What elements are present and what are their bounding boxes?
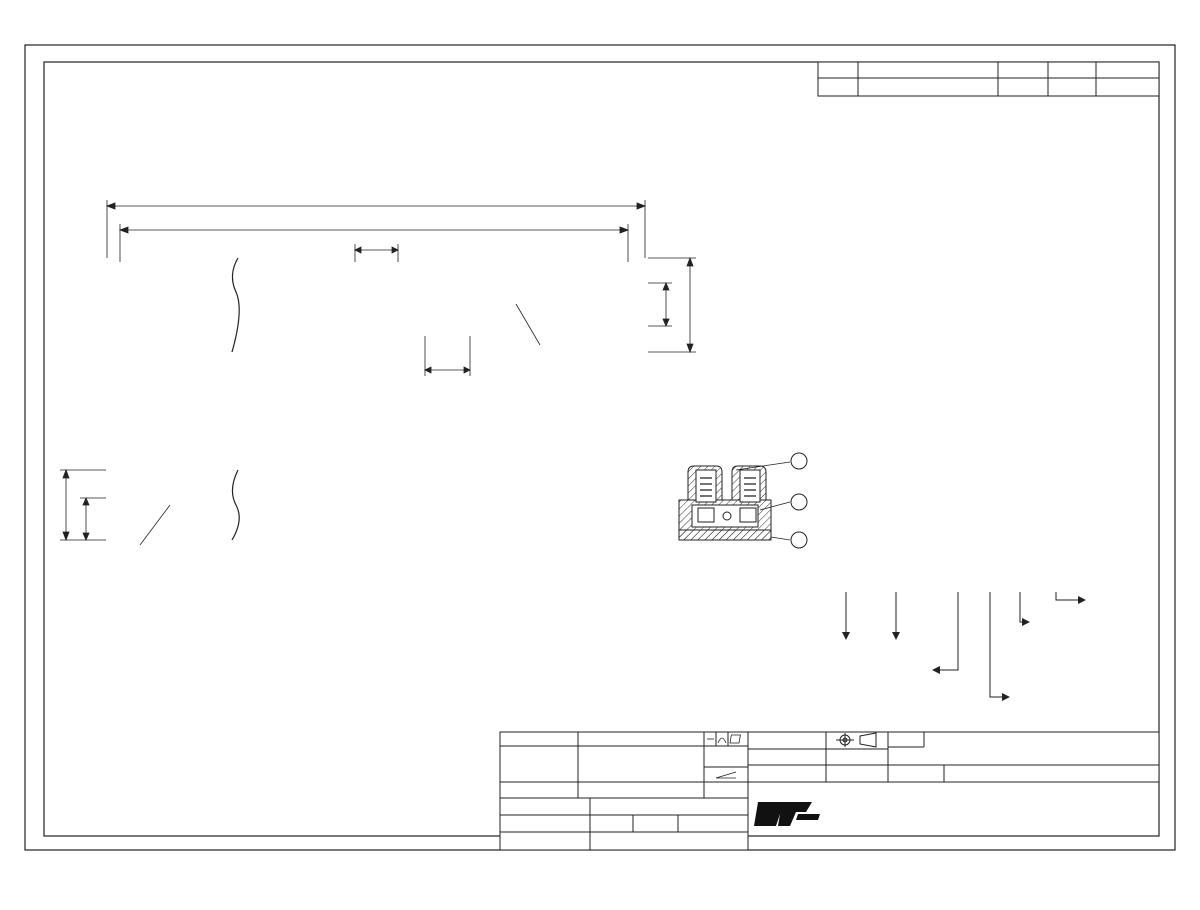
front-view-dimensions xyxy=(60,470,170,545)
front-view xyxy=(60,470,239,545)
front-break-line xyxy=(232,470,239,540)
company-logo xyxy=(754,802,820,826)
how-to-order xyxy=(842,592,1086,701)
tolerance-table xyxy=(500,732,748,798)
top-view xyxy=(107,200,696,376)
section-view xyxy=(679,453,807,548)
revision-table xyxy=(818,62,1159,96)
top-view-dimensions xyxy=(107,200,696,376)
drawing-frame xyxy=(25,45,1175,850)
break-line xyxy=(232,258,239,352)
